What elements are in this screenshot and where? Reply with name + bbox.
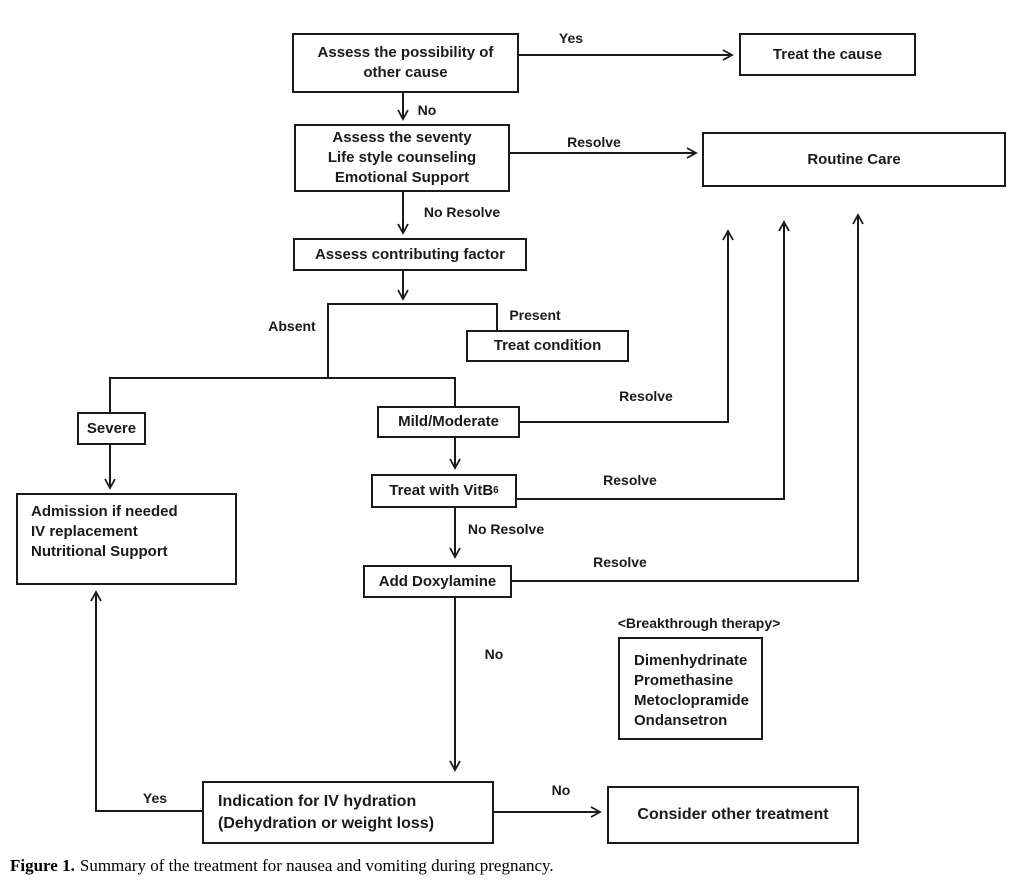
breakthrough-drug: Promethasine [634, 672, 734, 689]
edge-label-no-top: No [417, 102, 437, 118]
node-text-line: Severe [86, 419, 137, 437]
node-treat-condition [466, 330, 629, 362]
node-routine-care [702, 132, 1006, 187]
node-treat-cause [739, 33, 916, 76]
node-assess-contributing-factor [293, 238, 527, 271]
vitb6-subscript: 6 [493, 485, 499, 496]
node-consider-other-treatment [607, 786, 859, 844]
node-text-line: (Dehydration or weight loss) [218, 814, 435, 832]
arrow-yes-to-admission-loop [96, 592, 202, 811]
node-text-line: Mild/Moderate [398, 413, 499, 430]
node-assess-possibility [292, 33, 519, 93]
node-text-line: Assess the seventy [332, 129, 472, 146]
node-text-line: Assess the possibility of [317, 44, 494, 61]
node-text-line: Treat the cause [772, 45, 883, 63]
node-severe [77, 412, 146, 445]
node-text-line: IV replacement [31, 523, 138, 540]
node-text-line: other cause [363, 64, 448, 81]
breakthrough-drug: Dimenhydrinate [634, 652, 748, 669]
breakthrough-therapy-title: <Breakthrough therapy> [617, 615, 781, 631]
edge-label-no-indication: No [551, 782, 571, 798]
edge-label-yes-indication: Yes [142, 790, 168, 806]
edge-label-resolve-vitb6: Resolve [603, 472, 657, 488]
node-admission [16, 493, 237, 585]
node-text-line: Assess contributing factor [314, 245, 506, 263]
edge-label-no-resolve-vitb6: No Resolve [467, 521, 545, 537]
figure-caption [10, 856, 850, 876]
node-add-doxylamine [363, 565, 512, 598]
edge-label-resolve-severity: Resolve [567, 134, 621, 150]
edge-label-no-doxylamine: No [484, 646, 504, 662]
node-indication-iv-hydration [202, 781, 494, 844]
node-text-line: Life style counseling [327, 149, 477, 166]
node-text-line: Nutritional Support [31, 543, 168, 560]
edge-label-absent: Absent [268, 318, 316, 334]
node-text-line: Indication for IV hydration [218, 792, 417, 810]
edge-label-resolve-mild: Resolve [619, 388, 673, 404]
breakthrough-drug: Ondansetron [634, 712, 728, 729]
figure-caption-text: Summary of the treatment for nausea and vomiting during pregnancy. [79, 856, 554, 875]
node-breakthrough-therapy [618, 637, 763, 740]
node-text-line: Admission if needed [31, 503, 178, 520]
edge-label-resolve-doxylamine: Resolve [593, 554, 647, 570]
node-text-line: Treat with VitB [389, 482, 494, 499]
node-mild-moderate [377, 406, 520, 438]
figure-caption-label: Figure 1. [10, 856, 75, 875]
edge-label-no-resolve-severity: No Resolve [423, 204, 501, 220]
edge-label-present: Present [509, 307, 561, 323]
node-assess-severity [294, 124, 510, 192]
node-text-line: Add Doxylamine [378, 572, 497, 590]
node-text-line: Treat condition [493, 337, 602, 354]
breakthrough-drug: Metoclopramide [634, 692, 750, 709]
node-text-line: Emotional Support [334, 169, 470, 186]
arrow-doxylamine-resolve-to-routine [512, 215, 858, 581]
node-text-line: Routine Care [807, 150, 901, 168]
node-text-line: Consider other treatment [637, 806, 829, 823]
edge-label-yes-top: Yes [558, 30, 584, 46]
node-treat-vitb6 [371, 474, 517, 508]
